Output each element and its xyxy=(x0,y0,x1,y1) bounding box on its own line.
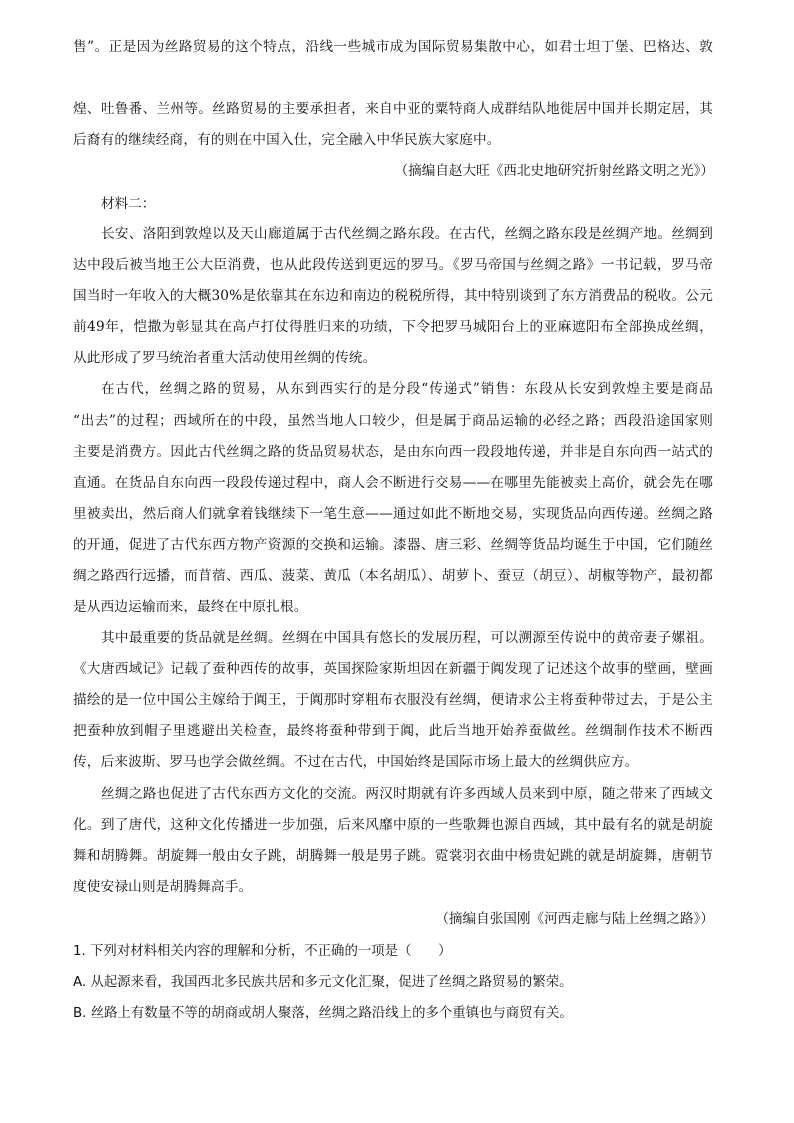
paragraph-line: 化。到了唐代，这种文化传播进一步加强，后来风靡中原的一些歌舞也源自西域，其中最有名的就是胡旋 xyxy=(73,817,713,833)
paragraph-line: 售”。正是因为丝路贸易的这个特点，沿线一些城市成为国际贸易集散中心，如君士坦丁堡、巴格达、敦 xyxy=(73,39,713,55)
paragraph-line: 度使安禄山则是胡腾舞高手。 xyxy=(73,879,253,895)
paragraph-line: 前49年，恺撒为彰显其在高卢打仗得胜归来的功绩，下令把罗马城阳台上的亚麻遮阳布全部换成丝绸， xyxy=(73,319,713,335)
source-citation: （摘编自赵大旺《西北史地研究折射丝路文明之光》） xyxy=(394,163,714,179)
option-a: A. 从起源来看，我国西北多民族共居和多元文化汇聚，促进了丝绸之路贸易的繁荣。 xyxy=(73,975,573,990)
source-citation: （摘编自张国刚《河西走廊与陆上丝绸之路》） xyxy=(435,911,714,927)
paragraph-line: 把蚕种放到帽子里逃避出关检查，最终将蚕种带到于阗，此后当地开始养蚕做丝。丝绸制作技术不断西 xyxy=(73,723,713,739)
paragraph-line: 是从西边运输而来，最终在中原扎根。 xyxy=(73,599,308,615)
paragraph-line: 传，后来波斯、罗马也学会做丝绸。不过在古代，中国始终是国际市场上最大的丝绸供应方。 xyxy=(73,754,639,770)
paragraph-line: 长安、洛阳到敦煌以及天山廊道属于古代丝绸之路东段。在古代，丝绸之路东段是丝绸产地。丝绸到 xyxy=(101,226,713,242)
paragraph-line: 其中最重要的货品就是丝绸。丝绸在中国具有悠长的发展历程，可以溯源至传说中的黄帝妻子嫘祖。 xyxy=(101,630,713,646)
paragraph-line: 直通。在货品自东向西一段段传递过程中，商人会不断进行交易——在哪里先能被卖上高价，就会先在哪 xyxy=(73,475,713,491)
paragraph-line: 从此形成了罗马统治者重大活动使用丝绸的传统。 xyxy=(73,350,377,366)
paragraph-line: 绸之路西行远播，而苜蓿、西瓜、菠菜、黄瓜（本名胡瓜）、胡萝卜、蚕豆（胡豆）、胡椒等物产，最初都 xyxy=(73,568,713,584)
paragraph-line: 主要是消费方。因此古代丝绸之路的货品贸易状态，是由东向西一段段地传递，并非是自东向西一站式的 xyxy=(73,444,713,460)
paragraph-line: 达中段后被当地王公大臣消费，也从此段传送到更远的罗马。《罗马帝国与丝绸之路》一书记载，罗马帝 xyxy=(73,257,713,273)
paragraph-line: 国当时一年收入的大概30%是依靠其在东边和南边的税税所得，其中特别谈到了东方消费品的税收。公元 xyxy=(73,288,713,304)
paragraph-line: 煌、吐鲁番、兰州等。丝路贸易的主要承担者，来自中亚的粟特商人成群结队地徙居中国并长期定居，其 xyxy=(73,101,713,117)
option-b: B. 丝路上有数量不等的胡商或胡人聚落，丝绸之路沿线上的多个重镇也与商贸有关。 xyxy=(73,1006,573,1021)
paragraph-line: 丝绸之路也促进了古代东西方文化的交流。两汉时期就有许多西域人员来到中原，随之带来了西域文 xyxy=(101,786,713,802)
paragraph-line: 在古代，丝绸之路的贸易，从东到西实行的是分段“传递式”销售：东段从长安到敦煌主要是商品 xyxy=(101,381,713,397)
paragraph-line: 里被卖出，然后商人们就拿着钱继续下一笔生意——通过如此不断地交易，实现货品向西传递。丝绸之路 xyxy=(73,506,713,522)
question-stem: 1. 下列对材料相关内容的理解和分析，不正确的一项是（ ） xyxy=(73,944,452,959)
paragraph-line: 《大唐西域记》记载了蚕种西传的故事，英国探险家斯坦因在新疆于阗发现了记述这个故事的壁画，壁画 xyxy=(73,661,713,677)
paragraph-line: 后裔有的继续经商，有的则在中国入仕，完全融入中华民族大家庭中。 xyxy=(73,132,501,148)
material-label: 材料二： xyxy=(101,196,156,212)
paragraph-line: 描绘的是一位中国公主嫁给于阗王，于阗那时穿粗布衣服没有丝绸，便请求公主将蚕种带过去，于是公主 xyxy=(73,692,713,708)
paragraph-line: 的开通，促进了古代东西方物产资源的交换和运输。漆器、唐三彩、丝绸等货品均诞生于中国，它们随丝 xyxy=(73,537,713,553)
paragraph-line: “出去”的过程；西域所在的中段，虽然当地人口较少，但是属于商品运输的必经之路；西段沿途国家则 xyxy=(73,413,713,429)
paragraph-line: 舞和胡腾舞。胡旋舞一般由女子跳，胡腾舞一般是男子跳。霓裳羽衣曲中杨贵妃跳的就是胡旋舞，唐朝节 xyxy=(73,848,713,864)
